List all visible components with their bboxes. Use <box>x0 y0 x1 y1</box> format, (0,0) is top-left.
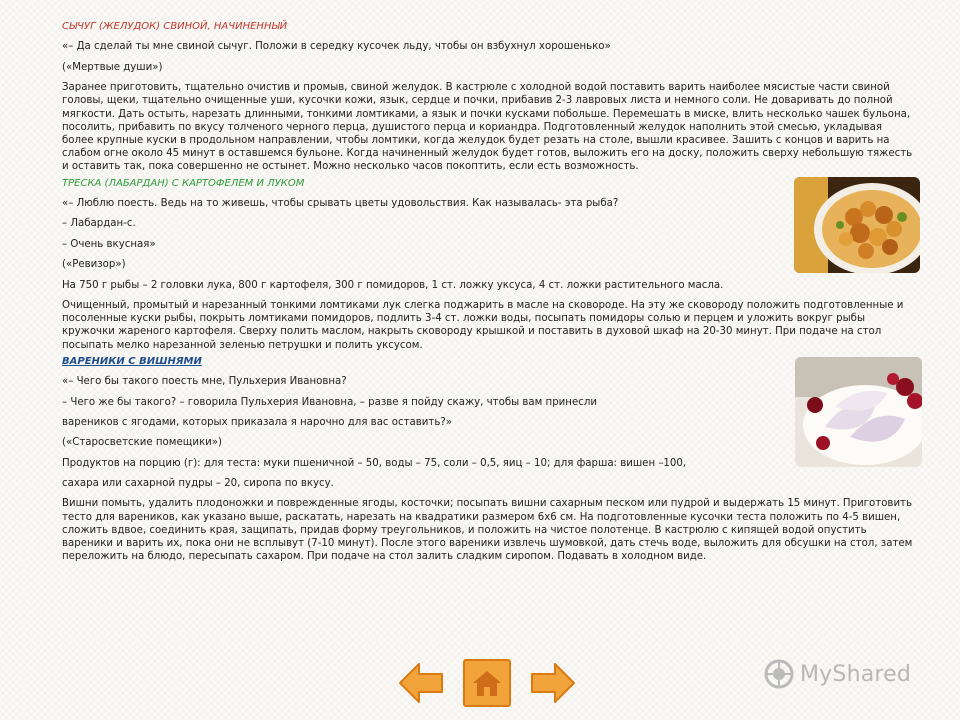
vareniki-photo <box>795 357 922 467</box>
document-body <box>62 20 914 567</box>
ingredients-treska: На 750 г рыбы – 2 головки лука, 800 г картофеля, 300 г помидоров, 1 ст. ложку уксуса, 4 ст. ложки растительного масла. <box>62 279 724 291</box>
epigraph-sychug: «– Да сделай ты мне свиной сычуг. Положи в середку кусочек льду, чтобы он взбухнул хорошенько» <box>62 41 611 53</box>
dialog-vareniki-2: – Чего же бы такого? – говорила Пульхерия Ивановна, – разве я пойду скажу, чтобы вам принесли <box>62 396 597 408</box>
forward-button[interactable] <box>529 659 577 707</box>
epigraph-source-treska: («Ревизор») <box>62 259 126 271</box>
back-button[interactable] <box>397 659 445 707</box>
dialog-vareniki-1: «– Чего бы такого поесть мне, Пульхерия Ивановна? <box>62 376 347 388</box>
epigraph-source-sychug: («Мертвые души») <box>62 61 163 73</box>
myshared-watermark-text: MyShared <box>800 661 912 687</box>
arrow-left-icon <box>397 659 445 707</box>
dialog-vareniki-3: вареников с ягодами, которых приказала я нарочно для вас оставить?» <box>62 416 452 428</box>
recipe-text-vareniki: Вишни помыть, удалить плодоножки и поврежденные ягоды, косточки; посыпать вишни сахарным песком или пудрой и выдержать 15 минут. Приготовить тесто для вареников, как указано выше, раскатать, нарезать на квадратики размером 6х6 см. На подготовленные кусочки теста положить по 4-5 вишен, сложить вдвое, соединить края, защипать, придав форму треугольников, и положить на чистое полотенце. В кастрюлю с кипящей водой опустить вареники и варить их, пока они не всплывут (7-10 минут). После этого вареники извлечь шумовкой, дать стечь воде, выложить для обсушки на стол, затем переложить на блюдо, пересыпать сахаром. При подаче на стол залить сладким сиропом. Подавать в холодном виде. <box>62 498 913 563</box>
section-title-vareniki: ВАРЕНИКИ С ВИШНЯМИ <box>62 355 202 367</box>
fried-fish-photo <box>794 177 920 273</box>
dialog-line-3: – Очень вкусная» <box>62 238 156 250</box>
epigraph-source-vareniki: («Старосветские помещики») <box>62 437 222 449</box>
recipe-text-treska: Очищенный, промытый и нарезанный тонкими ломтиками лук слегка поджарить в масле на сковороде. На эту же сковороду положить подготовленные и посоленные куски рыбы, покрыть ломтиками помидоров, подлить 3-4 ст. ложки воды, посыпать помидоры солью и перцем и уложить вокруг рыбы кружочки жареного картофеля. Сверху полить маслом, накрыть сковороду крышкой и поставить в духовой шкаф на 20-30 минут. При подаче на стол посыпать мелко нарезанной зеленью петрушки и полить уксусом. <box>62 299 904 351</box>
myshared-watermark <box>764 656 924 692</box>
dialog-line-2: – Лабардан-с. <box>62 218 136 230</box>
recipe-text-sychug: Заранее приготовить, тщательно очистив и промыв, свиной желудок. В кастрюле с холодной водой поставить варить наиболее мясистые части свиной головы, щеки, тщательно очищенные уши, кусочки кожи, язык, сердце и почки, прибавив 2-3 лавровых листа и немного соли. Не доваривать до полной мягкости. Дать остыть, нарезать длинными, тонкими ломтиками, а язык и почки кусками побольше. Перемешать в миске, влить несколько чашек бульона, посолить, прибавить по вкусу толченого черного перца, душистого перца и кориандра. Подготовленный желудок наполнить этой смесью, укладывая более крупные куски в продольном направлении, чтобы ломтики, когда желудок будет резать на столе, вышли красивее. Зашить с концов и варить на слабом огне около 45 минут в оставшемся бульоне. Когда начиненный желудок будет готов, выложить его на доску, положить сверху небольшую тяжесть и оставить так, пока совершенно не остынет. Можно несколько часов покоптить, если есть возможность. <box>62 82 913 173</box>
section-title-sychug: СЫЧУГ (ЖЕЛУДОК) СВИНОЙ, НАЧИНЕННЫЙ <box>62 21 288 32</box>
arrow-right-icon <box>529 659 577 707</box>
ingredients-vareniki-2: сахара или сахарной пудры – 20, сиропа по вкусу. <box>62 478 334 490</box>
section-title-treska: ТРЕСКА (ЛАБАРДАН) С КАРТОФЕЛЕМ И ЛУКОМ <box>62 177 305 189</box>
myshared-logo-icon <box>764 659 794 689</box>
home-icon <box>463 659 511 707</box>
ingredients-vareniki-1: Продуктов на порцию (г): для теста: муки пшеничной – 50, воды – 75, соли – 0,5, яиц – 10; для фарша: вишен –100, <box>62 457 687 469</box>
dialog-line-1: «– Люблю поесть. Ведь на то живешь, чтобы срывать цветы удовольствия. Как называлась- эта рыба? <box>62 197 619 209</box>
home-button[interactable] <box>463 659 511 707</box>
